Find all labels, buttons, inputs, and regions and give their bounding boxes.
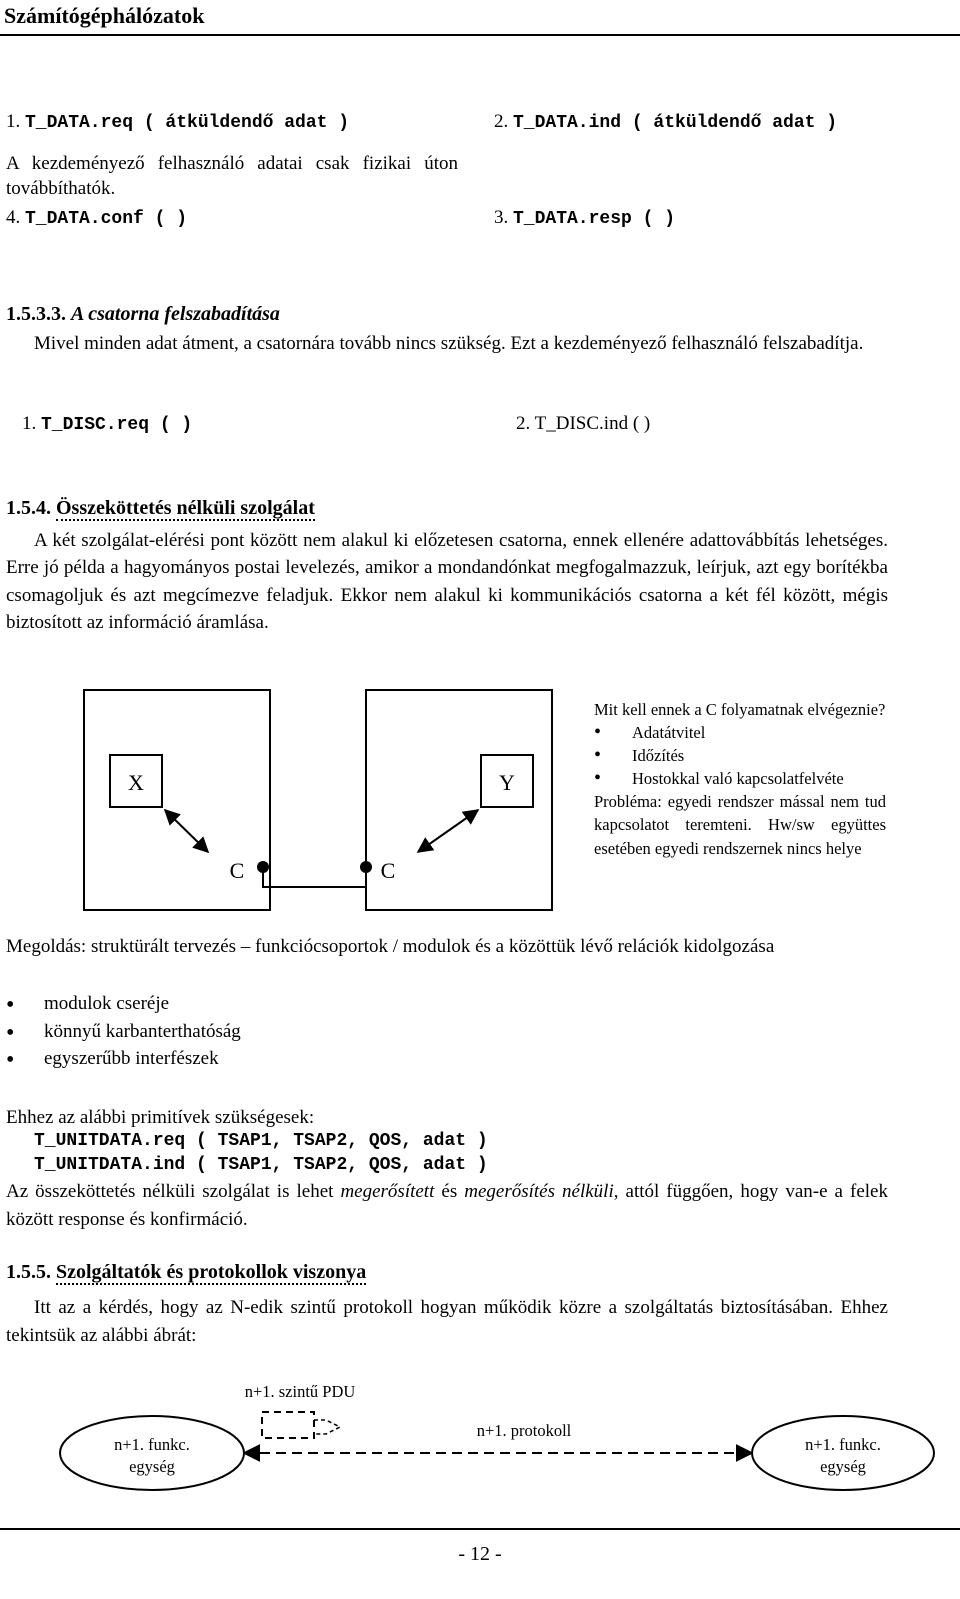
primitive-unitdata-req: T_UNITDATA.req ( TSAP1, TSAP2, QOS, adat ) (34, 1131, 488, 1151)
entity-left-line2: egység (129, 1457, 175, 1476)
primitive-unitdata-ind: T_UNITDATA.ind ( TSAP1, TSAP2, QOS, adat ) (34, 1155, 488, 1175)
primitive-number: 4. (6, 207, 21, 228)
section-heading-protocols (6, 1258, 366, 1287)
entity-right-line2: egység (820, 1457, 866, 1476)
side-list (594, 721, 886, 790)
node-c-right-label: C (380, 858, 396, 883)
endpoint-dot-right (360, 861, 372, 873)
text-run: , attól függően, hogy van-e a felek között response és konfirmáció. (6, 1181, 888, 1230)
side-note (594, 698, 886, 860)
primitive-disc-req (22, 410, 192, 438)
text-run: és (434, 1181, 465, 1202)
section-title: Szolgáltatók és protokollok viszonya (56, 1261, 367, 1283)
pdu-arrow (314, 1420, 340, 1434)
primitive-number: 1. (6, 111, 21, 132)
primitive-code: T_DATA.ind ( átküldendő adat ) (513, 113, 838, 133)
document-header-title: Számítógéphálózatok (4, 3, 205, 28)
connectionless-paragraph: A két szolgálat-elérési pont között nem alakul ki előzetesen csatorna, ennek ellenére adattovábbítás lehetséges. Erre jó példa a hagyományos postai levelezés, amikor a mondandónkat megfogalmazzuk, leírjuk, azt egy borítékba csomagoljuk és azt megcímezve feladjuk. Ekkor nem alakul ki kommunikációs csatorna a két fél között, mégis biztosított az információ áramlása. (6, 530, 888, 634)
solution-list (6, 990, 241, 1073)
node-c-left-label: C (229, 858, 245, 883)
section-title: A csatorna felszabadítása (71, 303, 280, 325)
list-item: • Időzítés (594, 744, 886, 767)
arrow-x-c (165, 810, 208, 852)
pdu-label: n+1. szintű PDU (244, 1382, 356, 1401)
arrow-y-c (418, 810, 478, 852)
header-rule (0, 34, 960, 36)
primitive-disc-ind: 2. T_DISC.ind ( ) (516, 413, 651, 434)
entity-left-line1: n+1. funkc. (114, 1435, 190, 1454)
section-title: Összeköttetés nélküli szolgálat (56, 497, 315, 519)
process-diagram (0, 680, 580, 920)
protocol-diagram (0, 1370, 960, 1500)
primitive-data-conf (6, 204, 187, 232)
primitive-number: 3. (494, 207, 509, 228)
protocol-label: n+1. protokoll (476, 1421, 572, 1440)
endpoint-dot-left (257, 861, 269, 873)
protocols-paragraph: Itt az a kérdés, hogy az N-edik szintű protokoll hogyan működik közre a szolgáltatás biztosításában. Ehhez tekintsük az alábbi ábrát: (6, 1297, 888, 1346)
node-y-label: Y (499, 770, 515, 795)
section-heading-release (6, 300, 280, 329)
list-item: • modulok cseréje (6, 990, 241, 1018)
text-run: Az összeköttetés nélküli szolgálat is lehet (6, 1181, 341, 1202)
primitive-data-ind (494, 108, 837, 136)
page-number: - 12 - (458, 1543, 502, 1565)
list-item: • Hostokkal való kapcsolatfelvéte (594, 767, 886, 790)
list-item: • Adatátvitel (594, 721, 886, 744)
section-number: 1.5.3.3. (6, 303, 66, 325)
primitive-code: T_DISC.req ( ) (41, 415, 193, 435)
section-number: 1.5.4. (6, 497, 51, 519)
section-number: 1.5.5. (6, 1261, 51, 1283)
node-x-label: X (128, 770, 144, 795)
primitive-number: 2. (494, 111, 509, 132)
pdu-box (262, 1412, 314, 1438)
primitive-code: T_DATA.resp ( ) (513, 209, 676, 229)
solution-paragraph: Megoldás: struktürált tervezés – funkciócsoportok / modulok és a közöttük lévő relációk kidolgozása (6, 936, 775, 957)
entity-right-line1: n+1. funkc. (805, 1435, 881, 1454)
primitive-data-resp (494, 204, 675, 232)
text-run-italic: megerősítés nélküli (464, 1181, 614, 1202)
initiator-note: A kezdeményező felhasználó adatai csak fizikai úton továbbíthatók. (6, 153, 458, 199)
unitdata-intro: Ehhez az alábbi primitívek szükségesek: (6, 1107, 315, 1128)
unitdata-paragraph (6, 1178, 888, 1233)
release-paragraph: Mivel minden adat átment, a csatornára tovább nincs szükség. Ezt a kezdeményező felhasználó felszabadítja. (34, 333, 864, 354)
list-item: • könnyű karbanterthatóság (6, 1018, 241, 1046)
footer-rule (0, 1528, 960, 1530)
side-question: Mit kell ennek a C folyamatnak elvégeznie? (594, 700, 886, 719)
primitive-number: 1. (22, 413, 37, 434)
primitive-code: T_DATA.req ( átküldendő adat ) (25, 113, 350, 133)
primitive-data-req (6, 108, 349, 136)
primitive-code: T_DATA.conf ( ) (25, 209, 188, 229)
section-heading-connectionless (6, 494, 315, 523)
text-run-italic: megerősített (340, 1181, 435, 1202)
channel-link (263, 867, 366, 887)
side-problem: Probléma: egyedi rendszer mással nem tud kapcsolatot teremteni. Hw/sw együttes esetében egyedi rendszernek nincs helye (594, 792, 886, 858)
list-item: • egyszerűbb interfészek (6, 1045, 241, 1073)
